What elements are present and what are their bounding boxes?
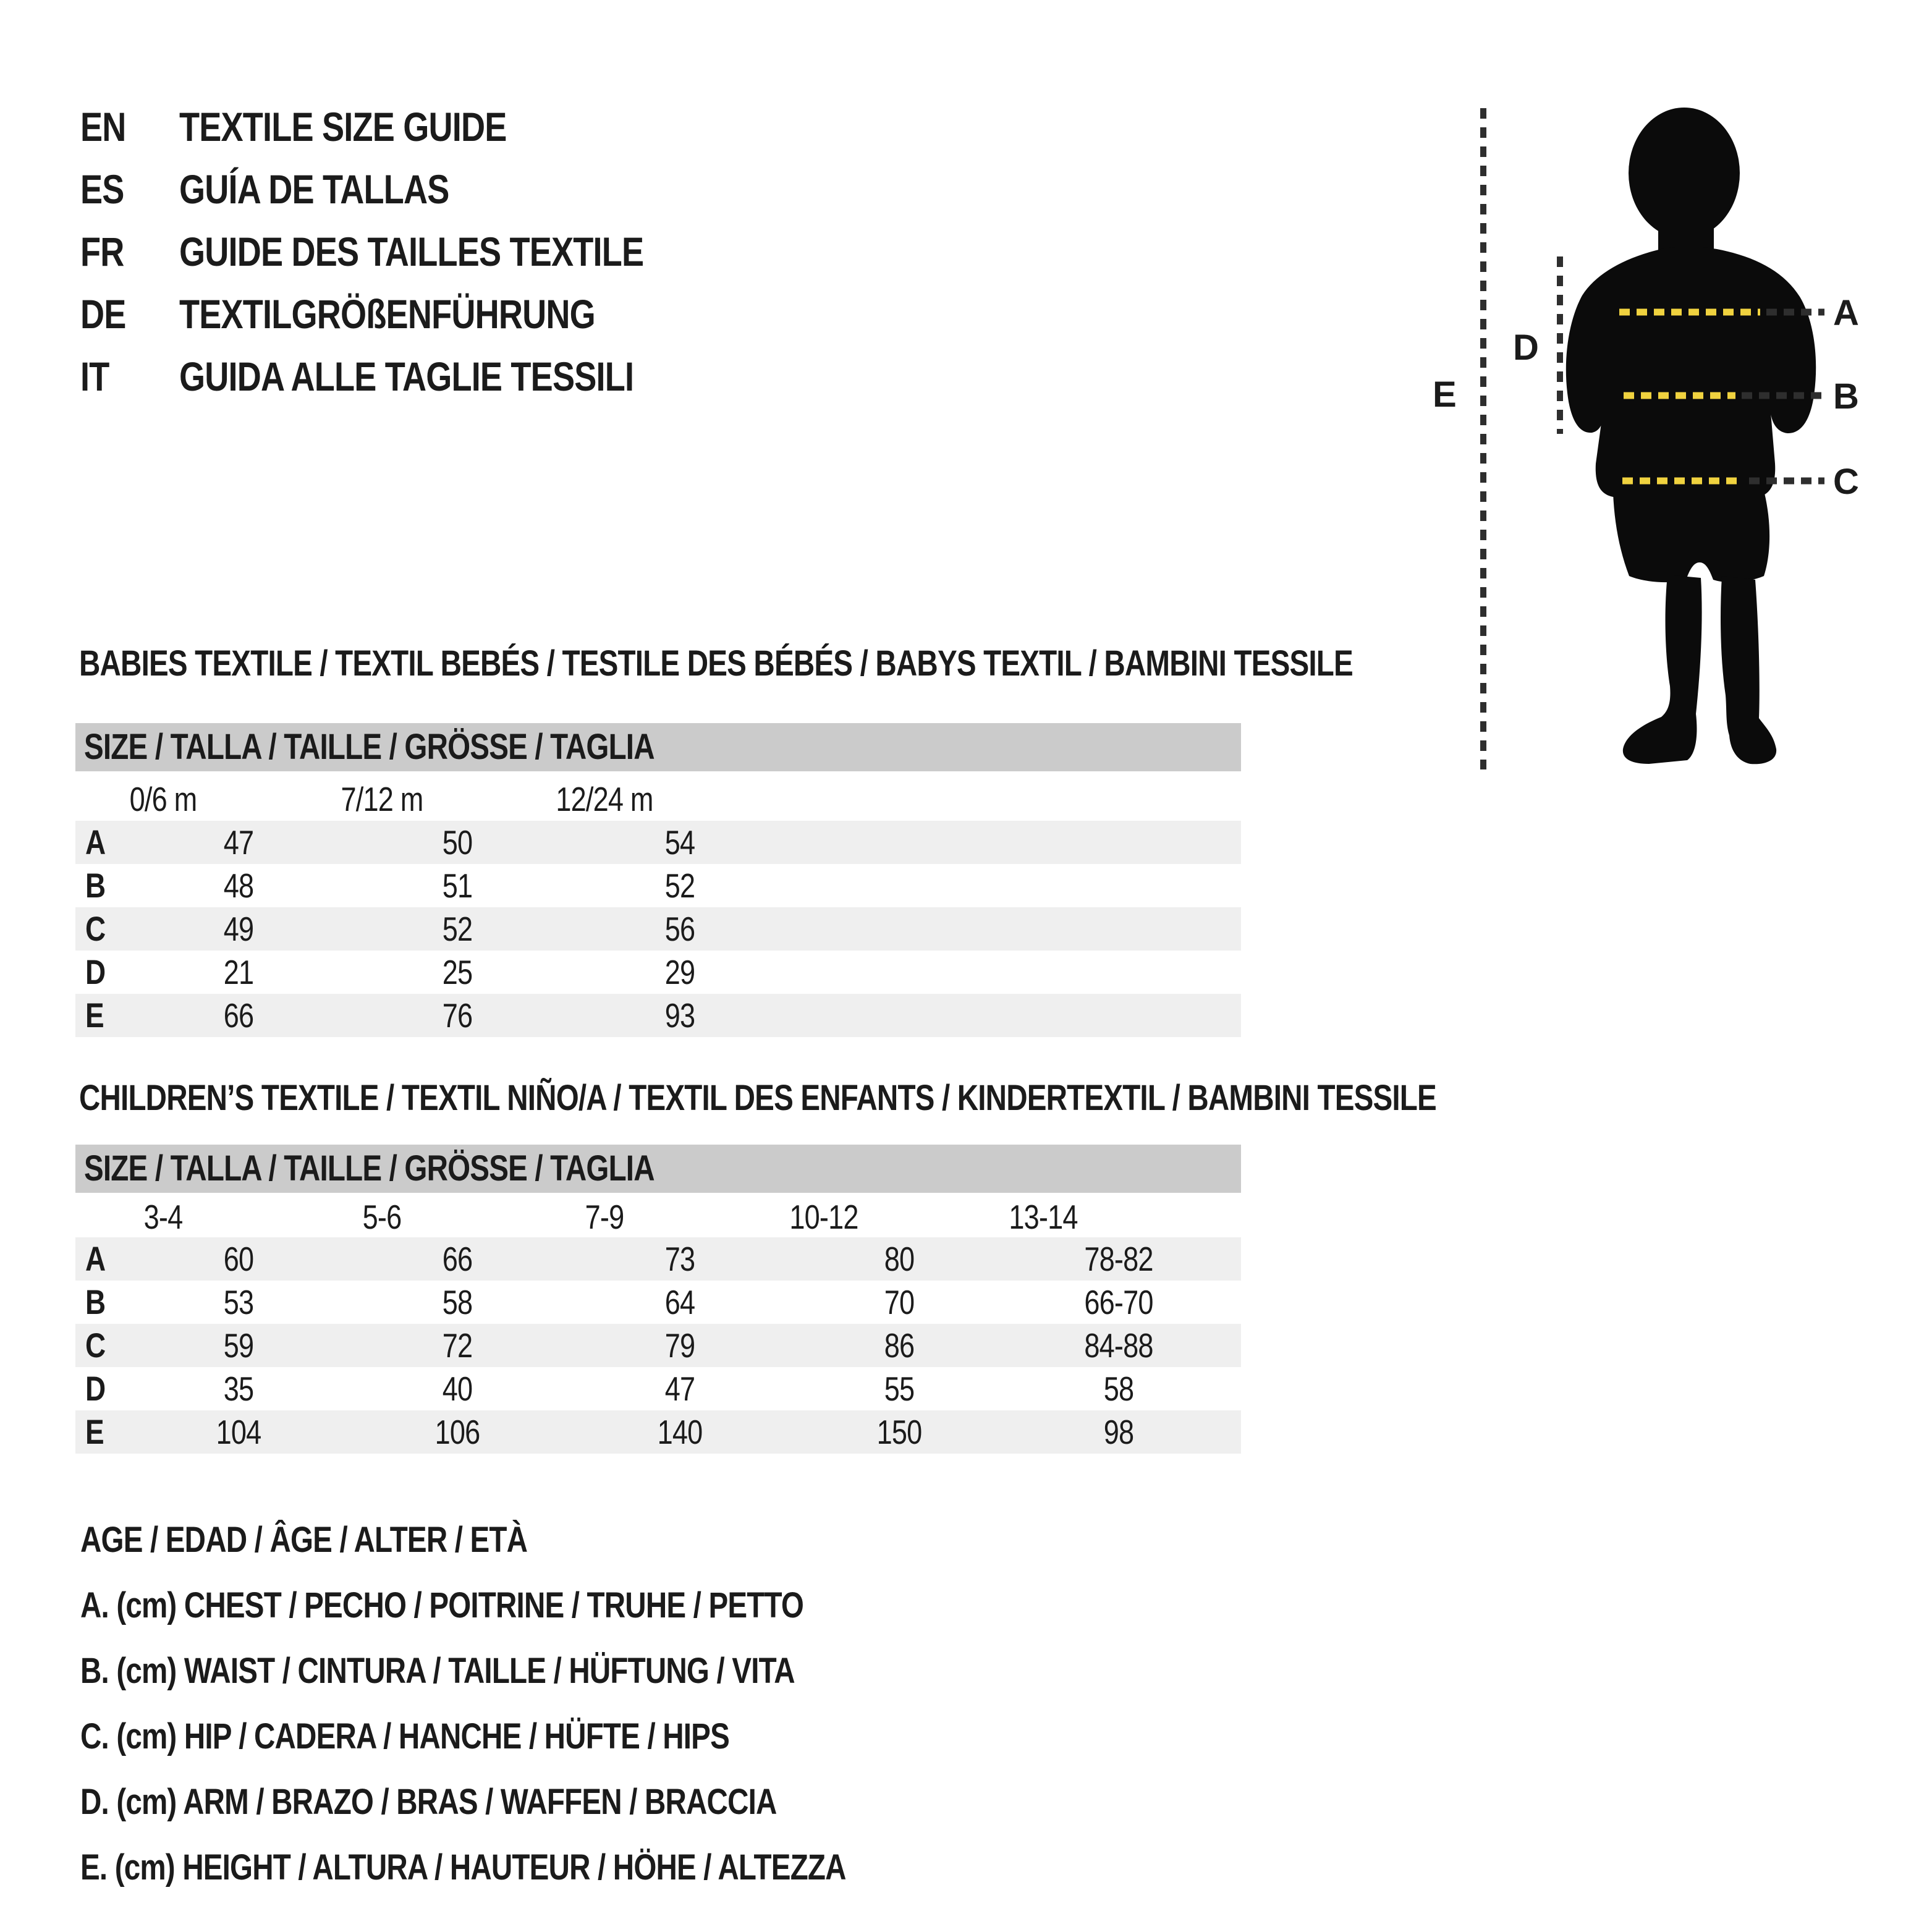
babies-section-title: BABIES TEXTILE / TEXTIL BEBÉS / TESTILE DES BÉBÉS / BABYS TEXTIL / BAMBINI TESSILE xyxy=(79,643,1353,684)
children-size-header-label: SIZE / TALLA / TAILLE / GRÖSSE / TAGLIA xyxy=(84,1148,655,1188)
legend-b-waist: B. (cm) WAIST / CINTURA / TAILLE / HÜFTUNG / VITA xyxy=(80,1651,795,1691)
children-col-13-14: 13-14 xyxy=(1009,1198,1078,1236)
children-col-7-9: 7-9 xyxy=(585,1198,624,1236)
children-e-3-4: 104 xyxy=(216,1413,261,1451)
babies-a-7-12: 50 xyxy=(442,823,473,862)
babies-c-12-24: 56 xyxy=(664,910,695,948)
children-row-e xyxy=(75,1410,1241,1454)
lang-row-en xyxy=(80,96,745,158)
children-col-3-4: 3-4 xyxy=(143,1198,183,1236)
lang-row-it xyxy=(80,345,745,408)
silhouette-left-leg xyxy=(1623,575,1702,764)
silhouette-right-leg xyxy=(1721,576,1776,764)
figure-label-a: A xyxy=(1833,293,1859,333)
language-title-block xyxy=(80,96,745,408)
children-c-3-4: 59 xyxy=(223,1326,254,1365)
silhouette-shorts xyxy=(1613,493,1769,582)
babies-row-b xyxy=(75,864,1241,907)
babies-d-12-24: 29 xyxy=(664,953,695,991)
babies-row-a xyxy=(75,821,1241,864)
babies-size-header-label: SIZE / TALLA / TAILLE / GRÖSSE / TAGLIA xyxy=(84,727,655,767)
babies-c-7-12: 52 xyxy=(442,910,473,948)
babies-e-0-6: 66 xyxy=(223,996,254,1035)
children-e-5-6: 106 xyxy=(434,1413,480,1451)
figure-label-c: C xyxy=(1833,462,1859,502)
legend-e-height: E. (cm) HEIGHT / ALTURA / HAUTEUR / HÖHE / ALTEZZA xyxy=(80,1847,846,1888)
babies-row-d-label: D xyxy=(85,952,106,991)
children-e-7-9: 140 xyxy=(657,1413,703,1451)
children-b-5-6: 58 xyxy=(442,1283,473,1321)
children-a-7-9: 73 xyxy=(664,1240,695,1278)
children-b-10-12: 70 xyxy=(884,1283,915,1321)
legend-a-chest: A. (cm) CHEST / PECHO / POITRINE / TRUHE / PETTO xyxy=(80,1585,804,1625)
babies-e-7-12: 76 xyxy=(442,996,473,1035)
children-b-7-9: 64 xyxy=(664,1283,695,1321)
lang-code-es: ES xyxy=(80,166,124,212)
babies-row-b-label: B xyxy=(85,866,106,905)
children-c-13-14: 84-88 xyxy=(1084,1326,1153,1365)
figure-label-d: D xyxy=(1513,328,1539,368)
babies-row-e xyxy=(75,994,1241,1037)
babies-col-12-24m: 12/24 m xyxy=(556,780,653,818)
lang-row-fr xyxy=(80,221,745,283)
children-d-3-4: 35 xyxy=(223,1370,254,1408)
children-d-10-12: 55 xyxy=(884,1370,915,1408)
babies-e-12-24: 93 xyxy=(664,996,695,1035)
children-c-7-9: 79 xyxy=(664,1326,695,1365)
children-e-10-12: 150 xyxy=(876,1413,922,1451)
children-a-10-12: 80 xyxy=(884,1240,915,1278)
babies-a-0-6: 47 xyxy=(223,823,254,862)
children-a-13-14: 78-82 xyxy=(1084,1240,1153,1278)
legend-d-arm: D. (cm) ARM / BRAZO / BRAS / WAFFEN / BRACCIA xyxy=(80,1782,777,1822)
legend-age: AGE / EDAD / ÂGE / ALTER / ETÀ xyxy=(80,1520,528,1560)
children-a-5-6: 66 xyxy=(442,1240,473,1278)
guide-title-fr: GUIDE DES TAILLES TEXTILE xyxy=(179,229,644,274)
children-col-10-12: 10-12 xyxy=(789,1198,858,1236)
babies-d-0-6: 21 xyxy=(223,953,254,991)
children-d-5-6: 40 xyxy=(442,1370,473,1408)
children-row-a-label: A xyxy=(85,1239,106,1278)
figure-label-b: B xyxy=(1833,376,1859,417)
guide-title-de: TEXTILGRÖßENFÜHRUNG xyxy=(179,291,595,337)
children-d-13-14: 58 xyxy=(1103,1370,1134,1408)
babies-row-c xyxy=(75,907,1241,951)
children-col-5-6: 5-6 xyxy=(362,1198,402,1236)
children-section-title: CHILDREN’S TEXTILE / TEXTIL NIÑO/A / TEXTIL DES ENFANTS / KINDERTEXTIL / BAMBINI TESSILE xyxy=(79,1078,1436,1118)
babies-row-c-label: C xyxy=(85,909,106,948)
babies-b-7-12: 51 xyxy=(442,866,473,905)
children-row-b-label: B xyxy=(85,1282,106,1321)
silhouette-shirt xyxy=(1566,247,1816,497)
babies-a-12-24: 54 xyxy=(664,823,695,862)
children-c-5-6: 72 xyxy=(442,1326,473,1365)
babies-b-0-6: 48 xyxy=(223,866,254,905)
children-c-10-12: 86 xyxy=(884,1326,915,1365)
legend-c-hip: C. (cm) HIP / CADERA / HANCHE / HÜFTE / HIPS xyxy=(80,1716,729,1756)
lang-row-de xyxy=(80,283,745,345)
lang-row-es xyxy=(80,158,745,221)
babies-c-0-6: 49 xyxy=(223,910,254,948)
babies-size-header-bar xyxy=(75,723,1241,771)
guide-title-en: TEXTILE SIZE GUIDE xyxy=(179,104,507,150)
children-e-13-14: 98 xyxy=(1103,1413,1134,1451)
lang-code-fr: FR xyxy=(80,229,124,274)
children-b-3-4: 53 xyxy=(223,1283,254,1321)
lang-code-de: DE xyxy=(80,291,126,337)
children-row-d xyxy=(75,1367,1241,1410)
children-size-header-bar xyxy=(75,1145,1241,1193)
babies-d-7-12: 25 xyxy=(442,953,473,991)
babies-row-e-label: E xyxy=(85,996,104,1035)
figure-label-e: E xyxy=(1433,375,1457,415)
babies-col-7-12m: 7/12 m xyxy=(341,780,423,818)
children-a-3-4: 60 xyxy=(223,1240,254,1278)
babies-row-a-label: A xyxy=(85,823,106,862)
guide-title-es: GUÍA DE TALLAS xyxy=(179,166,449,212)
children-row-a xyxy=(75,1237,1241,1281)
children-row-e-label: E xyxy=(85,1412,104,1451)
children-row-c-label: C xyxy=(85,1326,106,1365)
guide-title-it: GUIDA ALLE TAGLIE TESSILI xyxy=(179,354,634,399)
babies-b-12-24: 52 xyxy=(664,866,695,905)
lang-code-it: IT xyxy=(80,354,109,399)
children-d-7-9: 47 xyxy=(664,1370,695,1408)
lang-code-en: EN xyxy=(80,104,126,150)
children-row-b xyxy=(75,1281,1241,1324)
babies-col-0-6m: 0/6 m xyxy=(129,780,197,818)
babies-row-d xyxy=(75,951,1241,994)
children-b-13-14: 66-70 xyxy=(1084,1283,1153,1321)
children-row-c xyxy=(75,1324,1241,1367)
children-row-d-label: D xyxy=(85,1369,106,1408)
